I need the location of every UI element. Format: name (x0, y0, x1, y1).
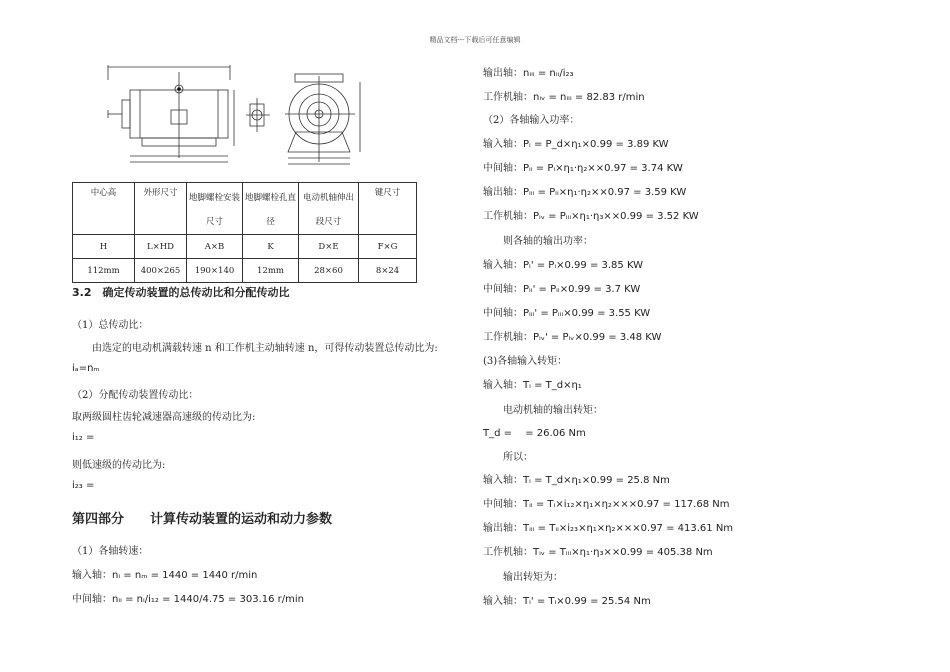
total-ratio-label: （1）总传动比： (72, 320, 149, 331)
table-cell: 12mm (243, 259, 299, 283)
table-row (73, 259, 417, 283)
table-cell: H (73, 235, 135, 259)
i23-formula: i₂₃ = (72, 480, 95, 491)
motor-dimension-drawing (100, 62, 370, 174)
input-shaft-speed: 输入轴：nᵢ = nₘ = 1440 = 1440 r/min (72, 570, 258, 581)
motor-torque-label: 电动机轴的输出转矩： (503, 405, 603, 416)
i12-formula: i₁₂ = (72, 432, 95, 443)
speed-label: （1）各轴转速： (72, 546, 149, 557)
power-input-shaft: 输入轴：Pᵢ = P_d×η₁×0.99 = 3.89 KW (483, 139, 669, 150)
distribute-ratio-label: （2）分配传动装置传动比： (72, 390, 199, 401)
output-power-work-shaft: 工作机轴：Pᵢᵥ' = Pᵢᵥ×0.99 = 3.48 KW (483, 332, 662, 343)
torque-input-formula: 输入轴：Tᵢ = T_d×η₁ (483, 380, 582, 391)
torque-input-shaft: 输入轴：Tᵢ = T_d×η₁×0.99 = 25.8 Nm (483, 475, 670, 486)
table-cell: K (243, 235, 299, 259)
so-label: 所以： (503, 452, 533, 463)
table-cell: 400×265 (135, 259, 187, 283)
output-shaft-speed: 输出轴：nᵢᵢᵢ = nᵢᵢ/i₂₃ (483, 68, 574, 79)
table-cell: 地脚螺栓安装尺寸 (187, 183, 243, 235)
table-cell: 112mm (73, 259, 135, 283)
table-cell: 电动机轴伸出段尺寸 (299, 183, 359, 235)
table-cell: 8×24 (359, 259, 417, 283)
total-ratio-text: 由选定的电动机满载转速 n 和工作机主动轴转速 n，可得传动装置总传动比为: (92, 343, 438, 354)
output-torque-label: 输出转矩为： (503, 572, 563, 583)
mid-shaft-speed: 中间轴：nᵢᵢ = nᵢ/i₁₂ = 1440/4.75 = 303.16 r/min (72, 594, 305, 605)
output-torque-input-shaft: 输入轴：Tᵢ' = Tᵢ×0.99 = 25.54 Nm (483, 596, 651, 607)
torque-mid-shaft: 中间轴：Tᵢᵢ = Tᵢ×i₁₂×η₁×η₂×××0.97 = 117.68 Nm (483, 499, 730, 510)
power-output-shaft: 输出轴：Pᵢᵢᵢ = Pᵢᵢ×η₁·η₂××0.97 = 3.59 KW (483, 187, 687, 198)
low-stage-text: 则低速级的传动比为: (72, 460, 166, 471)
table-cell: 28×60 (299, 259, 359, 283)
high-stage-text: 取两级圆柱齿轮减速器高速级的传动比为: (72, 412, 256, 423)
table-cell: 地脚螺栓孔直径 (243, 183, 299, 235)
power-label: （2）各轴输入功率： (483, 115, 580, 126)
motor-torque-value: T_d = = 26.06 Nm (483, 428, 586, 439)
table-cell: 外形尺寸 (135, 183, 187, 235)
table-cell: L×HD (135, 235, 187, 259)
table-cell: A×B (187, 235, 243, 259)
table-row (73, 235, 417, 259)
output-power-input-shaft: 输入轴：Pᵢ' = Pᵢ×0.99 = 3.85 KW (483, 260, 644, 271)
torque-output-shaft: 输出轴：Tᵢᵢᵢ = Tᵢᵢ×i₂₃×η₁×η₂×××0.97 = 413.61 Nm (483, 523, 734, 534)
table-cell: 中心高 (73, 183, 135, 235)
section-heading-3-2: 3.2 确定传动装置的总传动比和分配传动比 (72, 286, 290, 299)
torque-label: (3)各轴输入转矩： (483, 356, 568, 367)
torque-work-shaft: 工作机轴：Tᵢᵥ = Tᵢᵢᵢ×η₁·η₃××0.99 = 405.38 Nm (483, 547, 713, 558)
table-cell: D×E (299, 235, 359, 259)
total-ratio-formula: iₐ=nₘ (72, 363, 100, 374)
output-power-output-shaft: 中间轴：Pᵢᵢᵢ' = Pᵢᵢᵢ×0.99 = 3.55 KW (483, 308, 651, 319)
table-cell: F×G (359, 235, 417, 259)
table-row (73, 183, 417, 235)
power-work-shaft: 工作机轴：Pᵢᵥ = Pᵢᵢᵢ×η₁·η₃××0.99 = 3.52 KW (483, 211, 699, 222)
part4-title: 第四部分 计算传动装置的运动和动力参数 (72, 512, 333, 527)
table-cell: 键尺寸 (359, 183, 417, 235)
motor-spec-table (72, 182, 417, 283)
work-shaft-speed: 工作机轴：nᵢᵥ = nᵢᵢᵢ = 82.83 r/min (483, 92, 645, 103)
power-mid-shaft: 中间轴：Pᵢᵢ = Pᵢ×η₁·η₂××0.97 = 3.74 KW (483, 163, 683, 174)
output-power-label: 则各轴的输出功率： (503, 236, 593, 247)
table-cell: 190×140 (187, 259, 243, 283)
page-header: 精品文档---下载后可任意编辑 (429, 36, 521, 44)
output-power-mid-shaft: 中间轴：Pᵢᵢ' = Pᵢᵢ×0.99 = 3.7 KW (483, 284, 641, 295)
